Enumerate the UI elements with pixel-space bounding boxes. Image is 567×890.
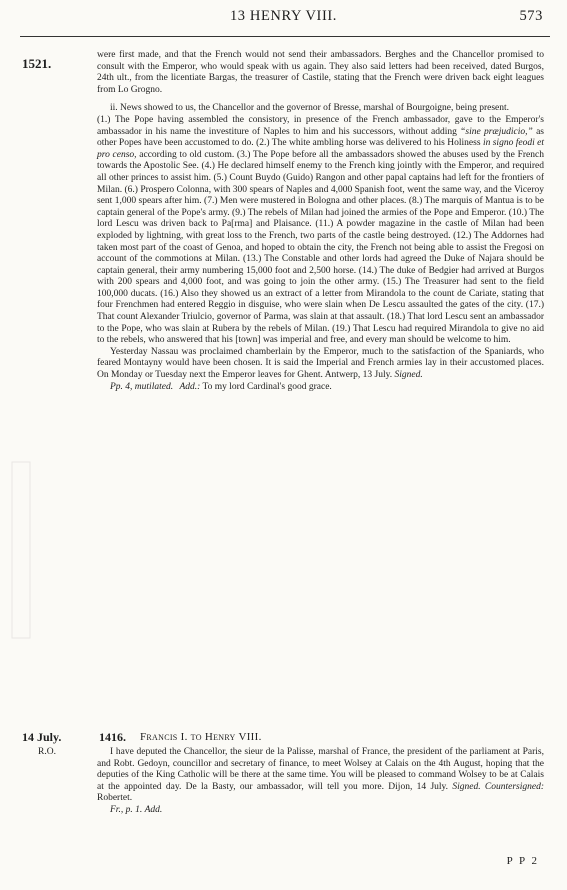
entry-source: R.O. — [38, 747, 56, 757]
news-paragraph — [97, 115, 544, 347]
news-text-2: as other Popes have been accustomed to do. (2.) The white ambling horse was delivered to his Holiness — [97, 126, 545, 149]
entry-text — [97, 747, 544, 805]
margin-year: 1521. — [22, 56, 52, 71]
closing-text: Yesterday Nassau was proclaimed chamberlain by the Emperor, much to the satisfaction of the Spaniards, who feared Montayny would have been chosen. It is said the Imperial and French armies lay in their accustomed places. On Monday or Tuesday next the Emperor leaves for Ghent. Antwerp, 13 July. — [97, 346, 544, 381]
news-latin-1: “sine præjudicio,” — [460, 126, 533, 137]
intro-paragraph: were first made, and that the French would not send their ambassadors. Berghes and the Chancellor promised to consult with the Emperor, who would speak with us again. They also said letters had been received, dated Burgos, 24th ult., from the licentiate Bargas, the treasurer of Castile, stating that the French were driven back eight leagues from Lo Grogno. — [97, 50, 544, 95]
printer-signature-mark: P P 2 — [506, 855, 539, 867]
entry-signed: Signed. — [452, 781, 481, 792]
add-label: Add.: — [179, 381, 201, 392]
running-header — [0, 6, 567, 28]
pp-label: Pp. 4, mutilated. — [110, 381, 174, 392]
letter-body — [97, 50, 544, 393]
entry-letter-text: I have deputed the Chancellor, the sieur de la Palisse, marshal of France, the president of the parliament at Paris, and Robt. Gedoyn, councillor and secretary of finance, to meet Wolsey at Calais on the 4th August, hoping that the deputies of the King Catholic will be there at the same time. You will be pleased to command Wolsey to be at Calais at the appointed day. De la Basty, our ambassador, will tell you more. Dijon, 14 July. — [97, 747, 544, 792]
news-intro: ii. News showed to us, the Chancellor and the governor of Bresse, marshal of Bourgoigne, being present. — [110, 103, 509, 114]
entry-physical — [97, 805, 544, 817]
entry-fr-label: Fr., p. 1. — [110, 804, 143, 815]
entry-body — [97, 747, 544, 817]
entry-add-label: Add. — [144, 804, 163, 815]
physical-description — [97, 382, 544, 394]
news-latin-2: in signo feodi et pro censo, — [97, 138, 545, 160]
watermark-stamp — [10, 460, 32, 640]
running-title: 13 HENRY VIII. — [229, 8, 338, 24]
news-text-3: according to old custom. (3.) The Pope before all the ambassadors showed the abuses used by the French towards the Apostolic See. (4.) He declared himself enemy to the French king jointly with the Emperor, and required all other princes to assist him. (5.) Count Buydo (Guido) Rangon and other papal captains had left for the frontiers of Milan. (6.) Prospero Colonna, with 300 spears of Naples and 4,000 Spanish foot, went the same way, and the Viceroy sent 1,000 spears after him. (7.) Men were mustered in Bologna and other places. (8.) The marquis of Mantua is to be captain general of the Pope's army. (9.) The rebels of Milan had joined the armies of the Pope and Emperor. (10.) The lord Lescu was driven back to Pa[rma] and Plaisance. (11.) A powder magazine in the castle of Milan had been exploded by lightning, with great loss to the French, two parts of the castle being destroyed. (12.) The Addornes had taken most part of the coast of Genoa, and hoped to obtain the city, the French not being able to assist the Fregosi on account of the commotions at Milan. (13.) The Constable and other lords had agreed the Duke of Najara should be captain general, their army numbering 15,000 foot and 2,500 horse. (14.) The duke of Bedgier had arrived at Burgos with 200 spears and 4,000 foot, and was going to join the other army. (15.) The Treasurer had sent to the field 100,000 ducats. (16.) Also they showed us an extract of a letter from Mirandola to the count de Cariate, stating that four Frenchmen had entered Reggio in disguise, who were slain when De Lescu assaulted the gates of the city. (17.) That count Alexander Triulcio, governor of Parma, was slain at that assault. (18.) That lord Lescu sent an ambassador to the Pope, who was slain at Rubera by the rebels of Milan. (19.) That Lescu had required Mirandola to give no aid to the rebels, who answered that his [town] was imperial and free, and every man should be welcome to him. — [97, 149, 544, 346]
closing-signed: Signed. — [394, 370, 423, 381]
add-text: To my lord Cardinal's good grace. — [202, 381, 332, 392]
entry-title: Francis I. to Henry VIII. — [140, 731, 262, 743]
page-number: 573 — [519, 8, 543, 24]
entry-date: 14 July. — [22, 730, 62, 744]
news-text-1: (1.) The Pope having assembled the consistory, in presence of the French ambassador, gave to the Emperor's ambassador in his name the investiture of Naples to him and his successors, without adding — [97, 114, 544, 137]
entry-number: 1416. — [99, 730, 126, 744]
header-rule — [20, 36, 550, 37]
entry-countersigned-name: Robertet. — [97, 793, 133, 804]
closing-paragraph — [97, 347, 544, 382]
entry-countersigned-label: Countersigned: — [484, 781, 545, 792]
